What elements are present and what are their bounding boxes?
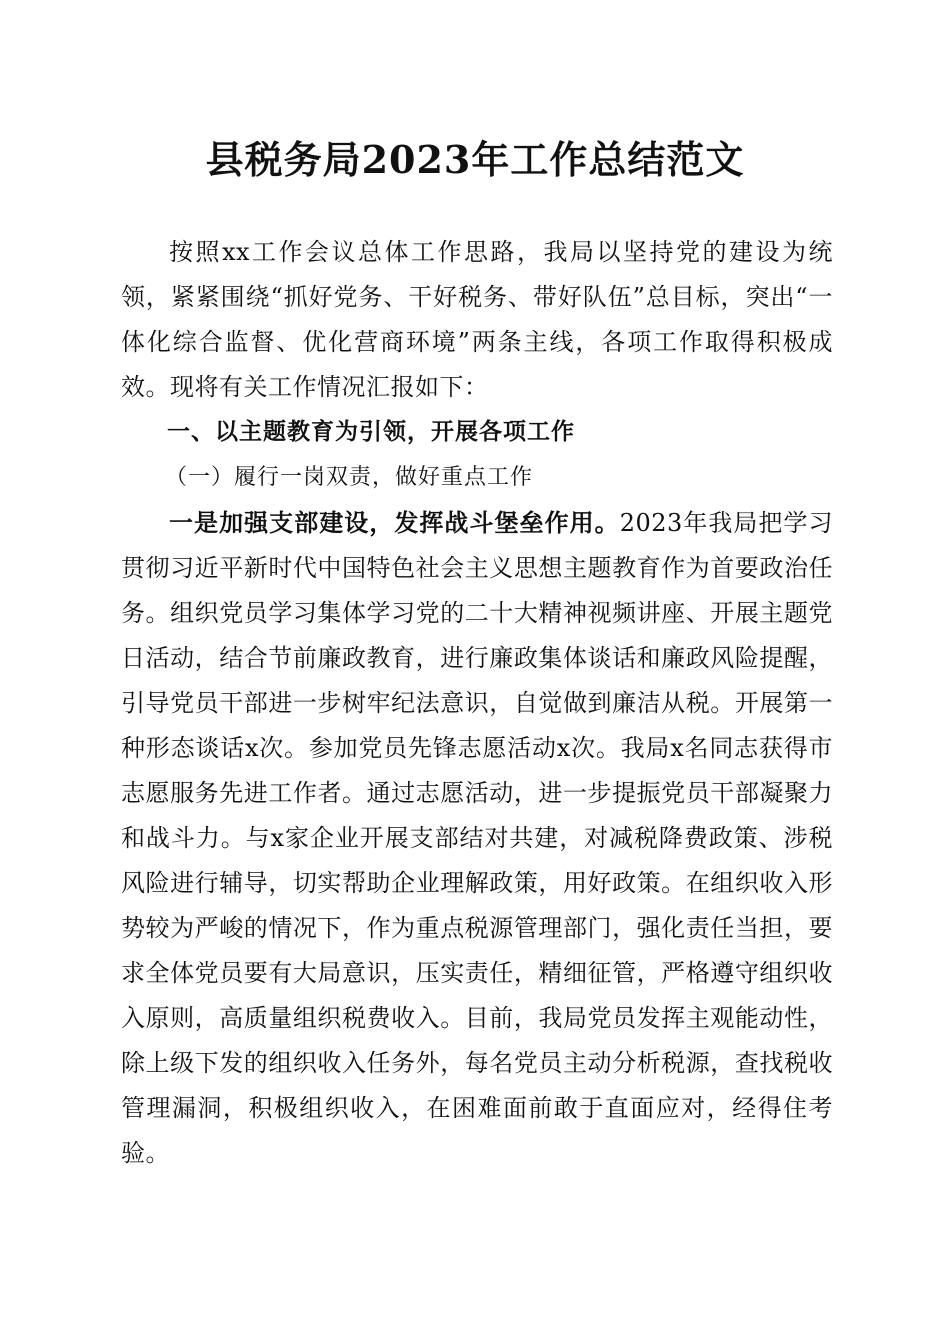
paragraph-lead: 一是加强支部建设，发挥战斗堡垒作用。 xyxy=(169,508,620,537)
section-heading: 一、以主题教育为引领，开展各项工作 xyxy=(167,419,575,445)
paragraph-text: 2023年我局把学习贯彻习近平新时代中国特色社会主义思想主题教育作为首要政治任务。组织党员学习集体学习党的二十大精神视频讲座、开展主题党日活动，结合节前廉政教育，进行廉政集体谈话和廉政风险提醒，引导党员干部进一步树牢纪法意识，自觉做到廉洁从税。开展第一种形态谈话x次。参加党员先锋志愿活动x次。我局x名同志获得市志愿服务先进工作者。通过志愿活动，进一步提振党员干部凝聚力和战斗力。与x家企业开展支部结对共建，对减税降费政策、涉税风险进行辅导，切实帮助企业理解政策，用好政策。在组织收入形势较为严峻的情况下，作为重点税源管理部门，强化责任当担，要求全体党员要有大局意识，压实责任，精细征管，严格遵守组织收入原则，高质量组织税费收入。目前，我局党员发挥主观能动性，除上级下发的组织收入任务外，每名党员主动分析税源，查找税收管理漏洞，积极组织收入，在困难面前敢于直面应对，经得住考验。 xyxy=(121,509,834,1167)
subsection-heading: （一）履行一岗双责，做好重点工作 xyxy=(165,465,534,490)
intro-paragraph: 按照xx工作会议总体工作思路，我局以坚持党的建设为统领，紧紧围绕“抓好党务、干好税务、带好队伍”总目标，突出“一体化综合监督、优化营商环境”两条主线，各项工作取得积极成效。现将有关工作情况汇报如下： xyxy=(121,238,833,401)
body-paragraph xyxy=(121,500,833,1176)
document-title: 县税务局2023年工作总结范文 xyxy=(205,137,745,182)
document-body xyxy=(121,230,833,1176)
